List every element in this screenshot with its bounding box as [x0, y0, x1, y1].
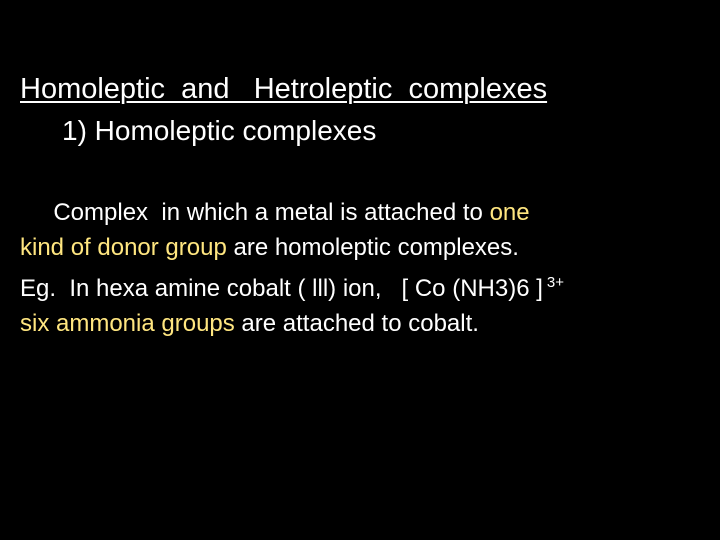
highlight-text: six ammonia groups [20, 310, 235, 337]
body-line-3 [20, 265, 710, 306]
charge-superscript: 3+ [546, 274, 564, 291]
slide-subtitle: 1) Homoleptic complexes [62, 115, 377, 146]
body-text: are attached to cobalt. [234, 310, 479, 337]
highlight-text: one [489, 199, 530, 226]
highlight-text: kind of donor group [20, 234, 227, 261]
body-indent [20, 199, 53, 226]
body-line-4 [20, 306, 710, 341]
body-line-2 [20, 230, 710, 265]
example-text: Eg. In hexa amine cobalt ( lll) ion, [ Co (NH3)6 ] [20, 275, 543, 302]
body-text: are homoleptic complexes. [226, 234, 519, 261]
slide-title: Homoleptic and Hetroleptic complexes [20, 73, 548, 105]
body-line-1 [20, 195, 710, 230]
body-text: Complex in which a metal is attached to [53, 199, 490, 226]
slide-body [20, 195, 710, 341]
